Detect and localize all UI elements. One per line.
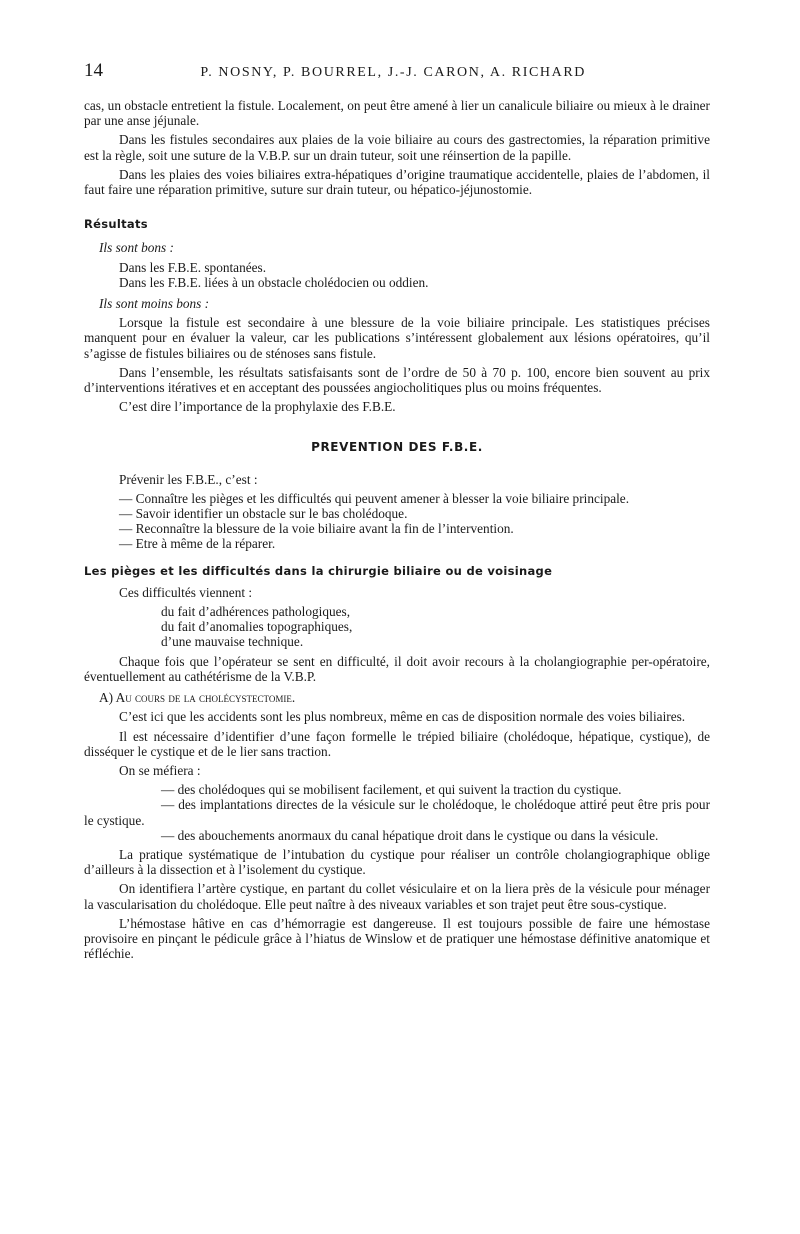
paragraph: Il est nécessaire d’identifier d’une façon formelle le trépied biliaire (cholédoque, hépatique, cystique), de disséquer le cystique et de le lier sans traction. (84, 728, 710, 759)
page-number: 14 (84, 60, 103, 81)
list-item: — des cholédoques qui se mobilisent facilement, et qui suivent la traction du cystique. (161, 782, 622, 798)
list-item: — Reconnaître la blessure de la voie biliaire avant la fin de l’intervention. (119, 521, 514, 537)
subheading-less-good: Ils sont moins bons : (99, 296, 210, 312)
list-item: — des implantations directes de la vésicule sur le cholédoque, le cholédoque attiré peut être pris pour le cystique. (84, 797, 710, 828)
list-item: Dans les F.B.E. spontanées. (119, 259, 267, 275)
page-header (84, 60, 586, 84)
list-item: — Savoir identifier un obstacle sur le bas cholédoque. (119, 506, 408, 522)
paragraph: On se méfiera : (119, 762, 201, 778)
section-heading-prevention: PREVENTION DES F.B.E. (311, 440, 483, 455)
paragraph: On identifiera l’artère cystique, en partant du collet vésiculaire et on la liera près de la vésicule pour ménager la vascularisation du cholédoque. Elle peut naître à des niveaux variables et son trajet peut être sous-cystique. (84, 881, 710, 912)
list-item: Dans les F.B.E. liées à un obstacle cholédocien ou oddien. (119, 274, 429, 290)
paragraph: Dans les plaies des voies biliaires extra-hépatiques d’origine traumatique accidentelle, plaies de l’abdomen, il faut faire une réparation primitive, suture sur drain tuteur, ou hépatico-jéjunostomie. (84, 166, 710, 198)
paragraph: Ces difficultés viennent : (119, 584, 253, 600)
running-head-authors: P. NOSNY, P. BOURREL, J.-J. CARON, A. RICHARD (200, 65, 586, 80)
paragraph: cas, un obstacle entretient la fistule. Localement, on peut être amené à lier un canalicule biliaire ou mieux à le drainer par une anse jéjunale. (84, 98, 710, 129)
subsection-a: A) Au cours de la cholécystectomie. (99, 690, 296, 706)
subheading-good: Ils sont bons : (99, 240, 174, 256)
paragraph: La pratique systématique de l’intubation du cystique pour réaliser un contrôle cholangiographique oblige d’ailleurs à la dissection et à l’isolement du cystique. (84, 846, 710, 878)
paragraph: Dans l’ensemble, les résultats satisfaisants sont de l’ordre de 50 à 70 p. 100, encore bien souvent au prix d’interventions itératives et en acceptant des poussées angiocholitiques plus ou moins fréquentes. (84, 364, 710, 396)
list-item: — Connaître les pièges et les difficultés qui peuvent amener à blesser la voie biliaire principale. (119, 490, 630, 506)
paragraph: Dans les fistules secondaires aux plaies de la voie biliaire au cours des gastrectomies, la réparation primitive est la règle, soit une suture de la V.B.P. sur un drain tuteur, soit une réinsertion de la papille. (84, 132, 710, 163)
paragraph: Chaque fois que l’opérateur se sent en difficulté, il doit avoir recours à la cholangiographie per-opératoire, éventuellement au cathétérisme de la V.B.P. (84, 653, 710, 684)
list-item: du fait d’anomalies topographiques, (161, 619, 353, 635)
section-heading-resultats: Résultats (84, 217, 148, 232)
paragraph: Lorsque la fistule est secondaire à une blessure de la voie biliaire principale. Les statistiques précises manquent pour en évaluer la valeur, car les publications s’intéressent globalement aux lésions opératoires, qu’il s’agisse de fistules biliaires ou de sténoses sans fistule. (84, 315, 710, 361)
list-item: d’une mauvaise technique. (161, 634, 304, 650)
paragraph: C’est ici que les accidents sont les plus nombreux, même en cas de disposition normale des voies biliaires. (119, 709, 686, 725)
paragraph: Prévenir les F.B.E., c’est : (119, 471, 258, 487)
list-item: — Etre à même de la réparer. (119, 536, 276, 552)
list-item: du fait d’adhérences pathologiques, (161, 604, 351, 620)
list-item: — des abouchements anormaux du canal hépatique droit dans le cystique ou dans la vésicule. (161, 827, 659, 843)
section-heading-pitfalls: Les pièges et les difficultés dans la chirurgie biliaire ou de voisinage (84, 563, 553, 578)
paragraph: L’hémostase hâtive en cas d’hémorragie est dangereuse. Il est toujours possible de faire une hémostase provisoire en pinçant le pédicule grâce à l’hiatus de Winslow et de pratiquer une hémostase définitive anatomique et réfléchie. (84, 915, 710, 962)
paragraph: C’est dire l’importance de la prophylaxie des F.B.E. (119, 399, 396, 415)
body-text (84, 98, 710, 965)
